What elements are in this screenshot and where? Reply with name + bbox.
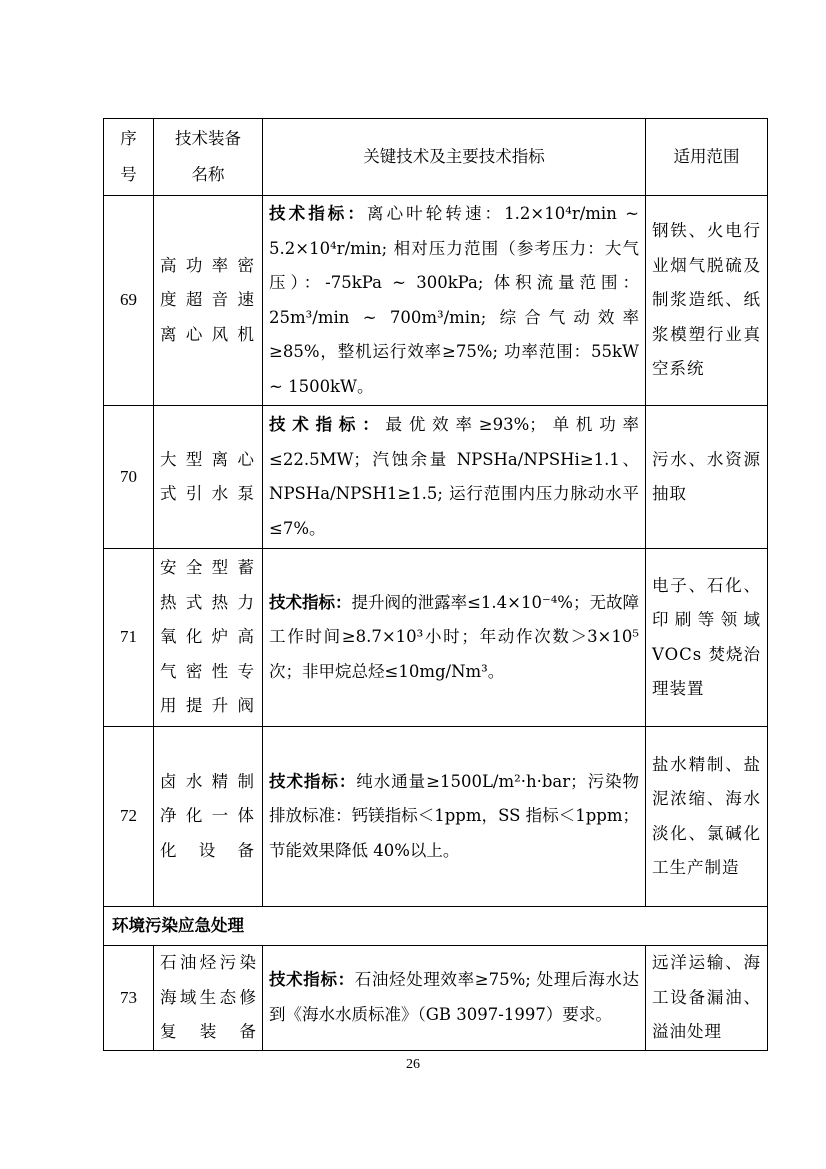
equipment-name: 卤水精制 净化一体 化设备 — [154, 727, 263, 907]
tech-indicators: 技术指标：最优效率≥93%；单机功率≤22.5MW；汽蚀余量 NPSHa/NPSHi≥1.1、NPSHa/NPSH1≥1.5; 运行范围内压力脉动水平≤7%。 — [263, 406, 646, 549]
equipment-name: 石油烃污染 海域生态修 复装备 — [154, 946, 263, 1051]
row-number: 71 — [104, 549, 154, 727]
tech-label: 技术指标： — [269, 592, 352, 612]
equipment-name: 大型离心 式引水泵 — [154, 406, 263, 549]
table-row — [104, 946, 768, 1051]
page-number: 26 — [406, 1057, 420, 1072]
row-number: 73 — [104, 946, 154, 1051]
table-header-row — [104, 119, 768, 196]
technology-equipment-table — [103, 118, 768, 1051]
tech-indicators: 技术指标：石油烃处理效率≥75%; 处理后海水达到《海水水质标准》（GB 3097-1997）要求。 — [263, 946, 646, 1051]
tech-label: 技术指标： — [269, 415, 386, 434]
tech-label: 技术指标： — [269, 204, 367, 223]
equipment-name: 安全型蓄 热式热力 氧化炉高 气密性专 用提升阀 — [154, 549, 263, 727]
header-scope: 适用范围 — [646, 119, 768, 196]
section-header-row — [104, 907, 768, 946]
application-scope: 盐水精制、盐泥浓缩、海水淡化、氯碱化工生产制造 — [646, 727, 768, 907]
section-title: 环境污染应急处理 — [104, 907, 768, 946]
tech-indicators: 技术指标：离心叶轮转速：1.2×10⁴r/min ~ 5.2×10⁴r/min; 相对压力范围（参考压力：大气压）：-75kPa ~ 300kPa; 体积流量范围：25m³/min ~ 700m³/min; 综合气动效率≥85%，整机运行效率≥75%; 功率范围：55kW ~ 1500kW。 — [263, 196, 646, 406]
header-serial-no: 序 号 — [104, 119, 154, 196]
equipment-name: 高功率密 度超音速 离心风机 — [154, 196, 263, 406]
header-equipment-name: 技术装备 名称 — [154, 119, 263, 196]
tech-indicators: 技术指标：纯水通量≥1500L/m²·h·bar；污染物排放标准：钙镁指标＜1ppm，SS 指标＜1ppm；节能效果降低 40%以上。 — [263, 727, 646, 907]
row-number: 72 — [104, 727, 154, 907]
tech-indicators: 技术指标：提升阀的泄露率≤1.4×10⁻⁴%；无故障工作时间≥8.7×10³小时；年动作次数＞3×10⁵次；非甲烷总烃≤10mg/Nm³。 — [263, 549, 646, 727]
tech-label: 技术指标： — [269, 771, 357, 791]
table-row — [104, 406, 768, 549]
table-row — [104, 727, 768, 907]
application-scope: 电子、石化、印刷等领域VOCs 焚烧治理装置 — [646, 549, 768, 727]
table-row — [104, 549, 768, 727]
tech-label: 技术指标： — [269, 970, 355, 990]
application-scope: 钢铁、火电行业烟气脱硫及制浆造纸、纸浆模塑行业真空系统 — [646, 196, 768, 406]
header-key-tech: 关键技术及主要技术指标 — [263, 119, 646, 196]
row-number: 69 — [104, 196, 154, 406]
table-row — [104, 196, 768, 406]
row-number: 70 — [104, 406, 154, 549]
application-scope: 污水、水资源抽取 — [646, 406, 768, 549]
application-scope: 远洋运输、海工设备漏油、溢油处理 — [646, 946, 768, 1051]
